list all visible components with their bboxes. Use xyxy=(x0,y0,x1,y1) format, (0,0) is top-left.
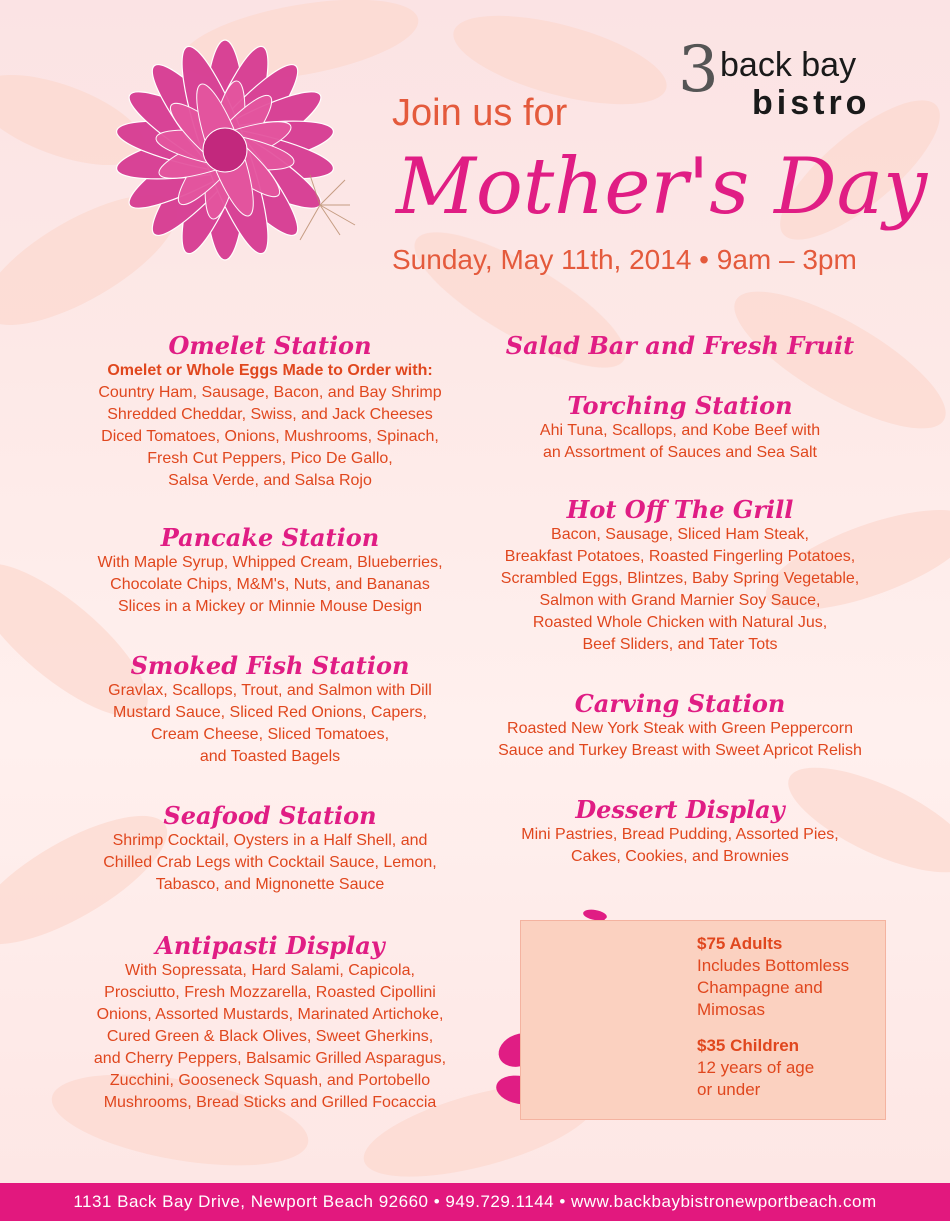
menu-line: Ahi Tuna, Scallops, and Kobe Beef with xyxy=(539,422,821,439)
section-title: Salad Bar and Fresh Fruit xyxy=(505,331,855,360)
logo-line1: back bay xyxy=(720,46,857,84)
footer-contact: 1131 Back Bay Drive, Newport Beach 92660 • 949.729.1144 • www.backbaybistronewportbeach.com xyxy=(0,1183,950,1221)
event-title: Mother's Day xyxy=(396,142,928,232)
menu-line: an Assortment of Sauces and Sea Salt xyxy=(543,444,817,461)
section-title: Torching Station xyxy=(567,391,793,420)
omelet-station xyxy=(40,332,500,492)
menu-line: Onions, Assorted Mustards, Marinated Artichoke, xyxy=(96,1006,444,1023)
section-title: Dessert Display xyxy=(575,795,785,824)
logo-mark-icon: 3 xyxy=(678,33,719,107)
logo xyxy=(678,33,918,122)
hot-off-the-grill xyxy=(470,496,890,656)
menu-line: Cured Green & Black Olives, Sweet Gherkins, xyxy=(106,1028,434,1045)
adults-price: $75 Adults xyxy=(697,934,783,953)
section-title: Antipasti Display xyxy=(155,931,385,960)
section-title: Seafood Station xyxy=(163,801,377,830)
menu-line: Country Ham, Sausage, Bacon, and Bay Shrimp xyxy=(98,384,442,401)
join-text: Join us for xyxy=(392,92,568,134)
menu-line: Slices in a Mickey or Minnie Mouse Design xyxy=(117,598,423,615)
menu-line: Mini Pastries, Bread Pudding, Assorted Pies, xyxy=(521,826,839,843)
menu-line: Beef Sliders, and Tater Tots xyxy=(582,636,778,653)
section-title: Omelet Station xyxy=(168,331,372,360)
adults-note: Mimosas xyxy=(697,1000,766,1019)
menu-line: Mustard Sauce, Sliced Red Onions, Capers, xyxy=(113,704,427,721)
salad-bar xyxy=(470,332,890,360)
section-subtitle: Omelet or Whole Eggs Made to Order with: xyxy=(107,362,433,379)
pancake-station xyxy=(40,524,500,618)
section-title: Pancake Station xyxy=(160,523,380,552)
menu-line: Chilled Crab Legs with Cocktail Sauce, Lemon, xyxy=(103,854,437,871)
menu-line: Salmon with Grand Marnier Soy Sauce, xyxy=(539,592,821,609)
menu-line: and Cherry Peppers, Balsamic Grilled Asparagus, xyxy=(93,1050,447,1067)
menu-line: Sauce and Turkey Breast with Sweet Apricot Relish xyxy=(498,742,862,759)
dessert-display xyxy=(470,796,890,868)
menu-line: Zucchini, Gooseneck Squash, and Portobello xyxy=(109,1072,431,1089)
menu-line: Shredded Cheddar, Swiss, and Jack Cheeses xyxy=(107,406,433,423)
children-note: or under xyxy=(697,1080,761,1099)
pricing-box xyxy=(520,920,886,1120)
section-title: Carving Station xyxy=(574,689,786,718)
menu-line: Gravlax, Scallops, Trout, and Salmon with Dill xyxy=(108,682,432,699)
adults-note: Includes Bottomless xyxy=(697,956,850,975)
section-title: Smoked Fish Station xyxy=(130,651,410,680)
menu-line: Roasted Whole Chicken with Natural Jus, xyxy=(532,614,828,631)
menu-line: Roasted New York Steak with Green Peppercorn xyxy=(507,720,853,737)
menu-line: With Sopressata, Hard Salami, Capicola, xyxy=(125,962,415,979)
menu-line: With Maple Syrup, Whipped Cream, Blueberries, xyxy=(97,554,443,571)
torching-station xyxy=(470,392,890,464)
event-date: Sunday, May 11th, 2014 • 9am – 3pm xyxy=(392,244,857,275)
menu-line: Diced Tomatoes, Onions, Mushrooms, Spinach, xyxy=(101,428,439,445)
menu-line: Fresh Cut Peppers, Pico De Gallo, xyxy=(147,450,393,467)
menu-line: Salsa Verde, and Salsa Rojo xyxy=(168,472,372,489)
seafood-station xyxy=(40,802,500,896)
menu-line: Mushrooms, Bread Sticks and Grilled Focaccia xyxy=(103,1094,437,1111)
pricing-text xyxy=(697,933,849,1101)
children-note: 12 years of age xyxy=(697,1058,815,1077)
menu-line: and Toasted Bagels xyxy=(199,748,341,765)
section-title: Hot Off The Grill xyxy=(566,495,794,524)
menu-line: Shrimp Cocktail, Oysters in a Half Shell, and xyxy=(112,832,428,849)
menu-line: Cakes, Cookies, and Brownies xyxy=(571,848,789,865)
menu-line: Bacon, Sausage, Sliced Ham Steak, xyxy=(551,526,809,543)
logo-line2: bistro xyxy=(752,84,871,122)
menu-line: Scrambled Eggs, Blintzes, Baby Spring Vegetable, xyxy=(500,570,860,587)
menu-line: Prosciutto, Fresh Mozzarella, Roasted Cipollini xyxy=(104,984,436,1001)
menu-line: Cream Cheese, Sliced Tomatoes, xyxy=(150,726,390,743)
menu-line: Breakfast Potatoes, Roasted Fingerling Potatoes, xyxy=(504,548,856,565)
antipasti-display xyxy=(40,932,500,1114)
smoked-fish-station xyxy=(40,652,500,768)
carving-station xyxy=(470,690,890,762)
adults-note: Champagne and xyxy=(697,978,823,997)
children-price: $35 Children xyxy=(697,1036,800,1055)
menu-line: Tabasco, and Mignonette Sauce xyxy=(155,876,385,893)
menu-line: Chocolate Chips, M&M's, Nuts, and Bananas xyxy=(110,576,430,593)
